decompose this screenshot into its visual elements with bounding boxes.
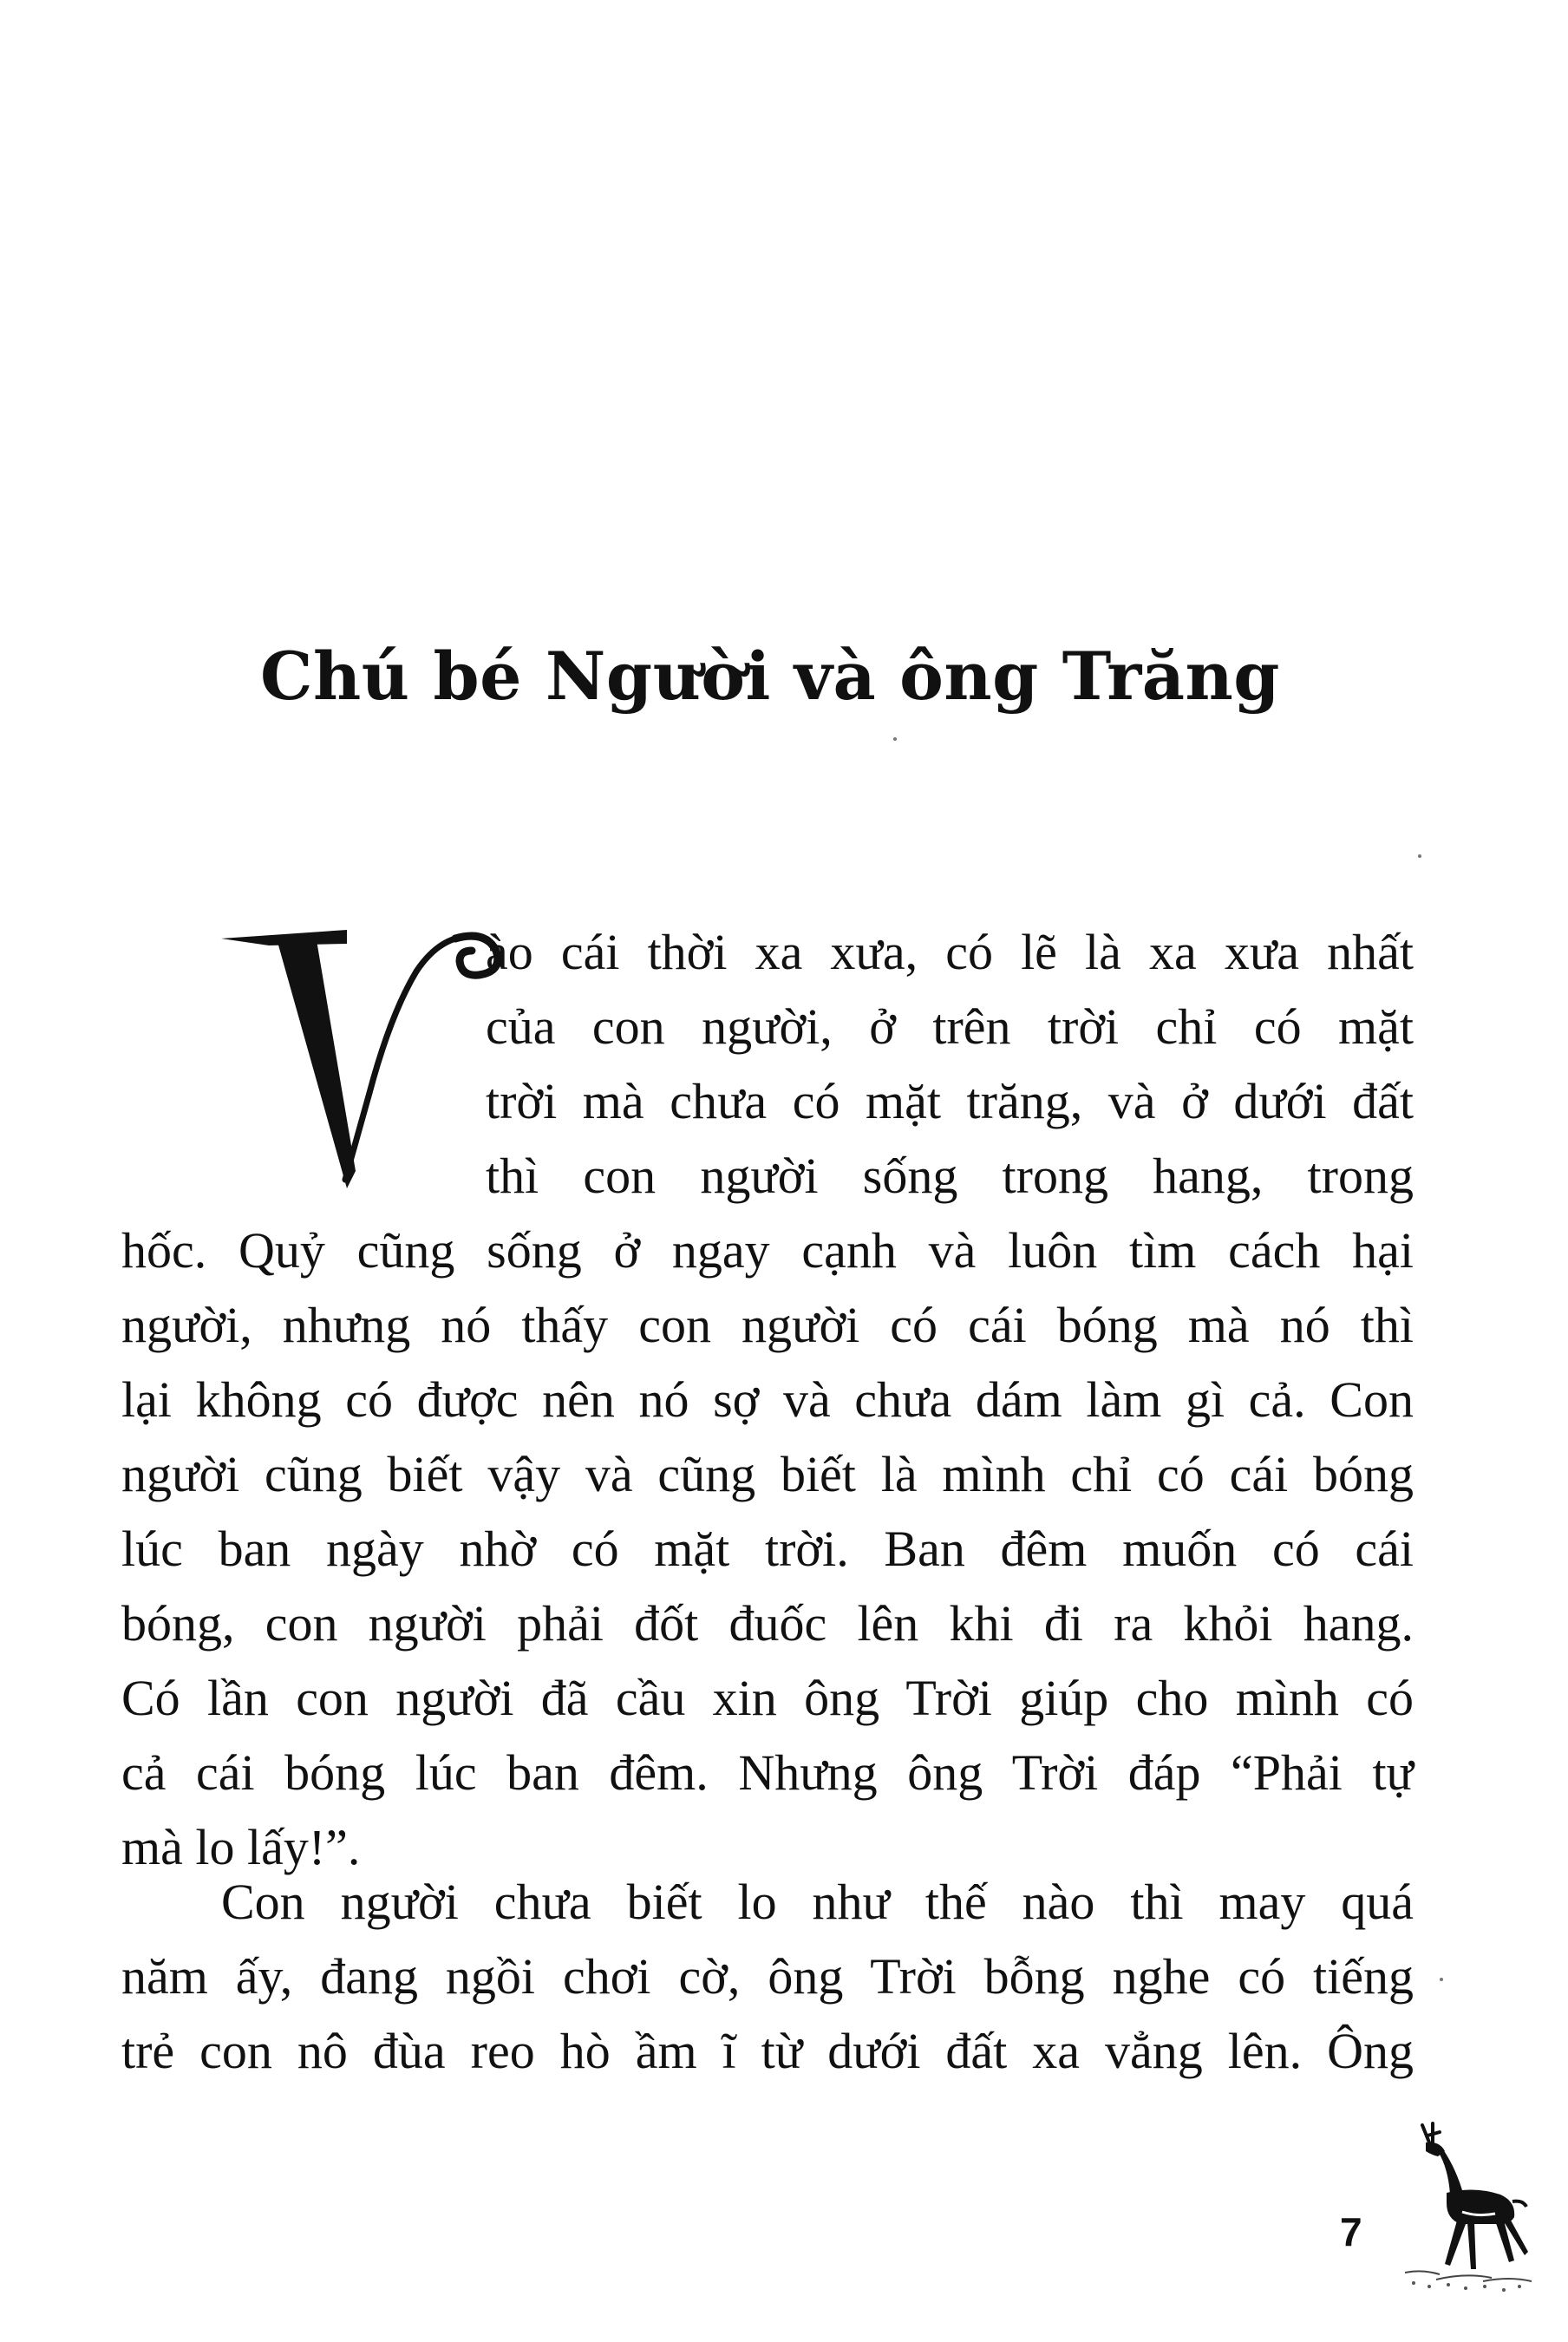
text-line: Con người chưa biết lo như thế nào thì may quá xyxy=(221,1874,1414,1930)
text-line: cả cái bóng lúc ban đêm. Nhưng ông Trời đáp “Phải tự xyxy=(121,1744,1414,1801)
text-line: Có lần con người đã cầu xin ông Trời giúp cho mình có xyxy=(121,1670,1414,1726)
text-line: bóng, con người phải đốt đuốc lên khi đi ra khỏi hang. xyxy=(121,1595,1414,1652)
text-line: năm ấy, đang ngồi chơi cờ, ông Trời bỗng nghe có tiếng xyxy=(121,1948,1414,2005)
text-line: ào cái thời xa xưa, có lẽ là xa xưa nhất xyxy=(486,924,1414,980)
paper-speck xyxy=(1440,1978,1443,1981)
deer-icon xyxy=(1388,2116,1535,2307)
text-line: thì con người sống trong hang, trong xyxy=(486,1148,1414,1204)
text-line: của con người, ở trên trời chỉ có mặt xyxy=(486,998,1414,1055)
paragraph-2 xyxy=(121,1865,1414,2089)
text-line: người cũng biết vậy và cũng biết là mình chỉ có cái bóng xyxy=(121,1446,1414,1502)
paper-speck xyxy=(893,737,897,741)
paper-speck xyxy=(1418,854,1421,858)
text-line: lại không có được nên nó sợ và chưa dám làm gì cả. Con xyxy=(121,1371,1414,1428)
text-line: trời mà chưa có mặt trăng, và ở dưới đất xyxy=(486,1073,1414,1129)
page-number: 7 xyxy=(1340,2209,1362,2254)
text-line: trẻ con nô đùa reo hò ầm ĩ từ dưới đất xa vẳng lên. Ông xyxy=(121,2023,1414,2079)
chapter-title: Chú bé Người và ông Trăng xyxy=(260,638,1280,715)
paragraph-1 xyxy=(121,915,1414,1885)
text-line: mà lo lấy!”. xyxy=(121,1819,361,1875)
text-line: hốc. Quỷ cũng sống ở ngay cạnh và luôn tìm cách hại xyxy=(121,1222,1414,1279)
text-line: người, nhưng nó thấy con người có cái bóng mà nó thì xyxy=(121,1297,1414,1353)
text-line: lúc ban ngày nhờ có mặt trời. Ban đêm muốn có cái xyxy=(121,1521,1414,1577)
